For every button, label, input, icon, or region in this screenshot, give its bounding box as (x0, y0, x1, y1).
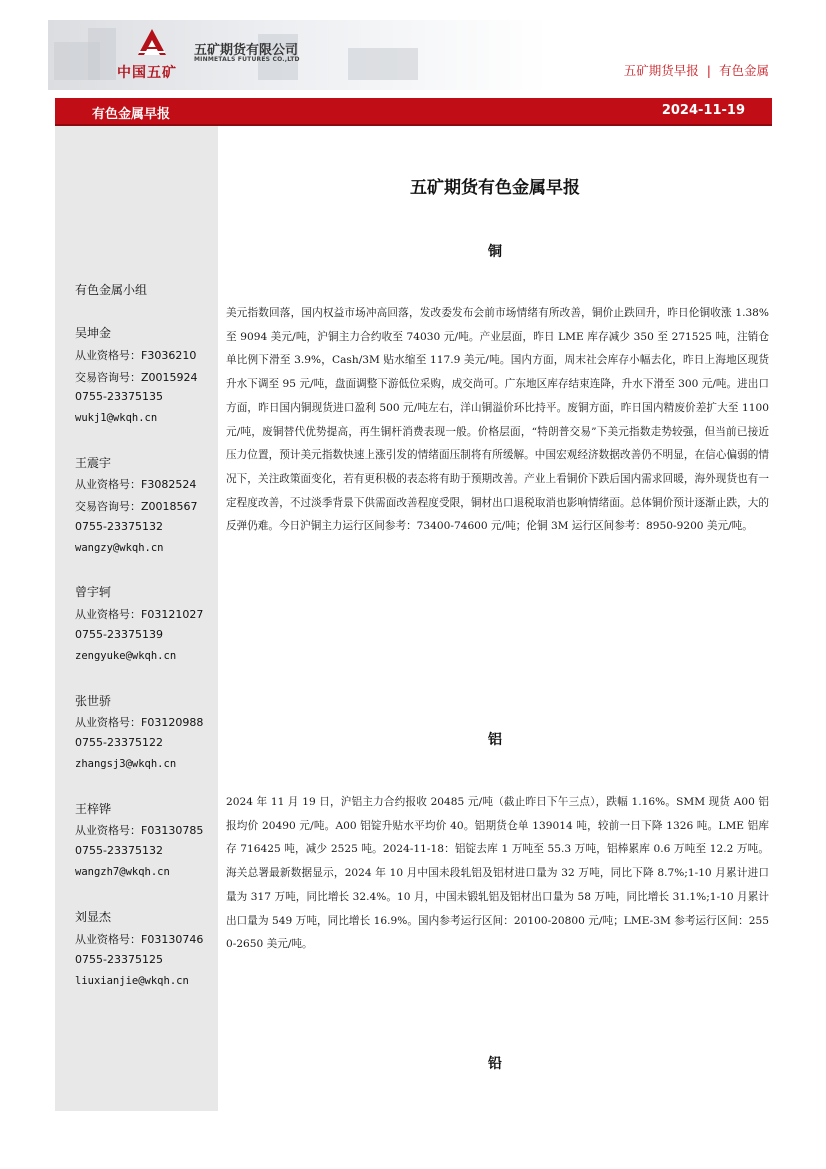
analyst-consult-number: 交易咨询号：Z0018567 (75, 500, 198, 513)
analyst-name: 张世骄 (75, 694, 112, 708)
analyst-phone: 0755-23375125 (75, 953, 163, 966)
analyst-phone: 0755-23375139 (75, 628, 163, 641)
analyst-name: 王梓铧 (75, 802, 112, 816)
company-name-cn: 五矿期货有限公司 (194, 43, 299, 58)
report-category: 有色金属 (718, 63, 769, 78)
title-bar-label: 有色金属早报 (92, 107, 171, 122)
analyst-name: 王震宇 (75, 456, 112, 470)
group-title: 有色金属小组 (75, 283, 148, 297)
analyst-qualification: 从业资格号：F03130746 (75, 933, 204, 946)
analyst-phone: 0755-23375132 (75, 844, 163, 857)
analyst-email[interactable]: wangzh7@wkqh.cn (75, 866, 170, 878)
analyst-phone: 0755-23375132 (75, 520, 163, 533)
analyst-qualification: 从业资格号：F03130785 (75, 824, 204, 837)
title-bar (55, 98, 772, 126)
analyst-email[interactable]: wangzy@wkqh.cn (75, 542, 164, 554)
report-date: 2024-11-19 (661, 103, 745, 118)
analyst-email[interactable]: zhangsj3@wkqh.cn (75, 758, 177, 770)
section-body-aluminum: 2024 年 11 月 19 日，沪铝主力合约报收 20485 元/吨（截止昨日下午三点），跌幅 1.16%。SMM 现货 A00 铝报均价 20490 元/吨。A00 铝锭升贴水平均价 40。铝期货仓单 139014 吨，较前一日下降 1326 吨。LME 铝库存 716425 吨，减少 2525 吨。2024-11-18：铝锭去库 1 万吨至 55.3 万吨，铝棒累库 0.6 万吨至 12.2 万吨。海关总署最新数据显示，2024 年 10 月中国未段轧铝及铝材进口量为 32 万吨，同比下降 8.7%;1-10 月累计进口量为 317 万吨，同比增长 32.4%。10 月，中国未锻轧铝及铝材出口量为 58 万吨，同比增长 31.1%;1-10 月累计出口量为 549 万吨，同比增长 16.9%。国内参考运行区间：20100-20800 元/吨；LME-3M 参考运行区间：2550-2650 美元/吨。 (226, 796, 769, 951)
analyst-phone: 0755-23375122 (75, 736, 163, 749)
header-separator: | (706, 63, 711, 78)
analyst-name: 刘显杰 (75, 910, 112, 924)
company-name-en: MINMETALS FUTURES CO.,LTD (194, 56, 300, 63)
section-heading-copper: 铜 (488, 244, 502, 260)
section-body-copper: 美元指数回落，国内权益市场冲高回落，发改委发布会前市场情绪有所改善，铜价止跌回升，昨日伦铜收涨 1.38%至 9094 美元/吨，沪铜主力合约收至 74030 元/吨。产业层面，昨日 LME 库存减少 350 至 271525 吨，注销仓单比例下滑至 3.9%，Cash/3M 贴水缩至 117.9 美元/吨。国内方面，周末社会库存小幅去化，昨日上海地区现货升水下调至 95 元/吨，盘面调整下游低位采购，成交尚可。广东地区库存结束连降，升水下滑至 300 元/吨。进出口方面，昨日国内铜现货进口盈利 500 元/吨左右，洋山铜溢价环比持平。废铜方面，昨日国内精废价差扩大至 1100 元/吨，废铜替代优势提高，再生铜杆消费表现一般。价格层面，“特朗普交易”下美元指数走势较强，但当前已接近压力位置，预计美元指数快速上涨引发的情绪面压制将有所缓解。中国宏观经济数据改善仍不明显，在信心偏弱的情况下，关注政策面变化，若有更积极的表态将有助于预期改善。产业上看铜价下跌后国内需求回暖，海外现货也有一定程度改善，不过淡季背景下供需面改善程度受限，铜材出口退税取消也影响情绪面。总体铜价预计逐渐止跌，大的反弹仍难。今日沪铜主力运行区间参考：73400-74600 元/吨；伦铜 3M 运行区间参考：8950-9200 美元/吨。 (226, 307, 769, 533)
analyst-email[interactable]: liuxianjie@wkqh.cn (75, 975, 189, 987)
analyst-email[interactable]: wukj1@wkqh.cn (75, 412, 158, 424)
analyst-qualification: 从业资格号：F03120988 (75, 716, 204, 729)
page-title: 五矿期货有色金属早报 (410, 178, 580, 198)
analyst-email[interactable]: zengyuke@wkqh.cn (75, 650, 177, 662)
header-report-label (624, 61, 769, 79)
report-title: 五矿期货早报 (623, 63, 699, 78)
analyst-consult-number: 交易咨询号：Z0015924 (75, 371, 198, 384)
analyst-qualification: 从业资格号：F3082524 (75, 478, 197, 491)
analyst-name: 曾宇轲 (75, 585, 112, 599)
logo-text: 中国五矿 (117, 65, 177, 81)
section-heading-lead: 铅 (488, 1056, 502, 1072)
analyst-qualification: 从业资格号：F3036210 (75, 349, 197, 362)
china-minmetals-logo-icon (135, 27, 169, 57)
analyst-sidebar (55, 126, 218, 1111)
analyst-qualification: 从业资格号：F03121027 (75, 608, 204, 621)
analyst-phone: 0755-23375135 (75, 390, 163, 403)
analyst-name: 吴坤金 (75, 326, 112, 340)
section-heading-aluminum: 铝 (488, 732, 502, 748)
